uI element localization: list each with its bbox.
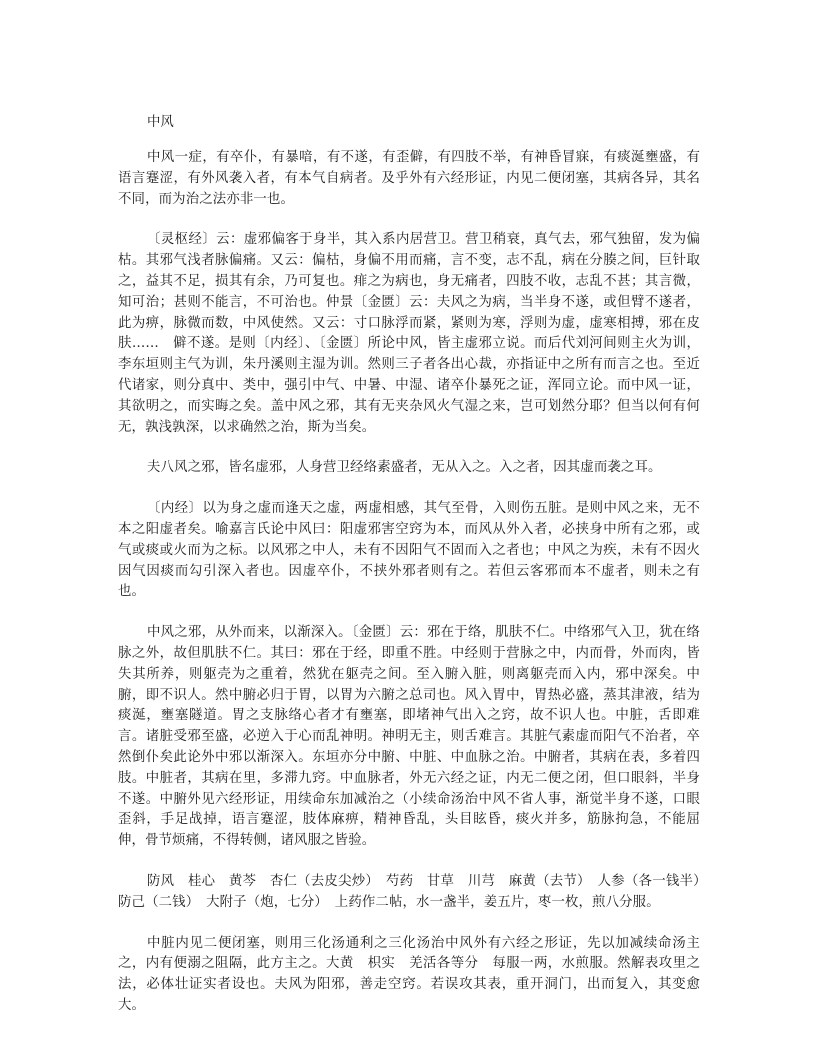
paragraph-intro: 中风一症，有卒仆，有暴喑，有不遂，有歪僻，有四肢不举，有神昏冒寐，有痰涎壅盛，有语言蹇涩，有外风袭入者，有本气自病者。及乎外有六经形证，内见二便闭塞，其病各异，其名不同，而为治之法亦非一也。 — [118, 150, 700, 207]
paragraph-zhongzang: 中脏内见二便闭塞，则用三化汤通利之三化汤治中风外有六经之形证，先以加减续命汤主之，内有便溺之阻隔，此方主之。大黄 枳实 羌活各等分 每服一两，水煎服。然解表攻里之法，必体壮证实者设也。夫风为阳邪，善走空窍。若误攻其表，重开洞门，出而复入，其变愈大。 — [118, 935, 700, 1013]
document-page — [118, 108, 714, 1037]
paragraph-xieqi: 中风之邪，从外而来，以渐深入。〔金匮〕云：邪在于络，肌肤不仁。中络邪气入卫，犹在络脉之外，故但肌肤不仁。其曰：邪在于经，即重不胜。中经则于营脉之中，内而骨，外而肉，皆失其所养，则躯壳为之重着，然犹在躯壳之间。至入腑入脏，则离躯壳而入内，邪中深矣。中腑，即不识人。然中腑必归于胃，以胃为六腑之总司也。风入胃中，胃热必盛，蒸其津液，结为痰涎，壅塞隧道。胃之支脉络心者才有壅塞，即堵神气出入之窍，故不识人也。中脏，舌即难言。诸脏受邪至盛，必逆入于心而乱神明。神明无主，则舌难言。其脏气素虚而阳气不治者，卒然倒仆矣此论外中邪以渐深入。东垣亦分中腑、中脏、中血脉之治。中腑者，其病在表，多着四肢。中脏者，其病在里，多滞九窍。中血脉者，外无六经之证，内无二便之闭，但口眼斜，半身不遂。中腑外见六经形证，用续命东加减治之（小续命汤治中风不省人事，渐觉半身不遂，口眼歪斜，手足战掉，语言蹇涩，肢体麻痹，精神昏乱，头目眩昏，痰火并多，筋脉拘急，不能屈伸，骨节烦痛，不得转侧，诸风服之皆验。 — [118, 625, 700, 849]
paragraph-lingshu: 〔灵枢经〕云：虚邪偏客于身半，其入系内居营卫。营卫稍衰，真气去，邪气独留，发为偏枯。其邪气浅者脉偏痛。又云：偏枯，身偏不用而痛，言不变，志不乱，病在分腠之间，巨针取之，益其不足，损其有余，乃可复也。痱之为病也，身无痛者，四肢不收，志乱不甚；其言微，知可治；甚则不能言，不可治也。仲景〔金匮〕云：夫风之为病，当半身不遂，或但臂不遂者，此为痹，脉微而数，中风使然。又云：寸口脉浮而紧，紧则为寒，浮则为虚，虚寒相搏，邪在皮肤…… 僻不遂。是则〔内经〕、〔金匮〕所论中风，皆主虚邪立说。而后代刘河间则主火为训，李东垣则主气为训，朱丹溪则主湿为训。然则三子者各出心裁，亦指证中之所有而言之也。至近代诸家，则分真中、类中，强引中气、中暑、中湿、诸卒仆暴死之证，浑同立论。而中风一证，其欲明之，而实晦之矣。盖中风之邪，其有无夹杂风火气湿之来，岂可划然分耶？但当以何有何无，孰浅孰深，以求确然之治，斯为当矣。 — [118, 232, 700, 435]
paragraph-formula: 防风 桂心 黄芩 杏仁（去皮尖炒） 芍药 甘草 川芎 麻黄（去节） 人参（各一钱半） 防己（二钱） 大附子（炮，七分） 上药作二帖，水一盏半，姜五片，枣一枚，煎八分服。 — [118, 873, 714, 910]
paragraph-neijing: 〔内经〕以为身之虚而逢天之虚，两虚相感，其气至骨，入则伤五脏。是则中风之来，无不本之阳虚者矣。喻嘉言氏论中风曰：阳虚邪害空窍为本，而风从外入者，必挟身中所有之邪，或气或痰或火而为之标。以风邪之中人，未有不因阳气不固而入之者也；中风之为疾，未有不因火因气因痰而勾引深入者也。因虚卒仆，不挟外邪者则有之。若但云客邪而本不虚者，则未之有也。 — [118, 501, 700, 600]
section-heading: 中风 — [147, 115, 174, 130]
paragraph-bafeng: 夫八风之邪，皆名虚邪，人身营卫经络素盛者，无从入之。入之者，因其虚而袭之耳。 — [147, 460, 662, 476]
